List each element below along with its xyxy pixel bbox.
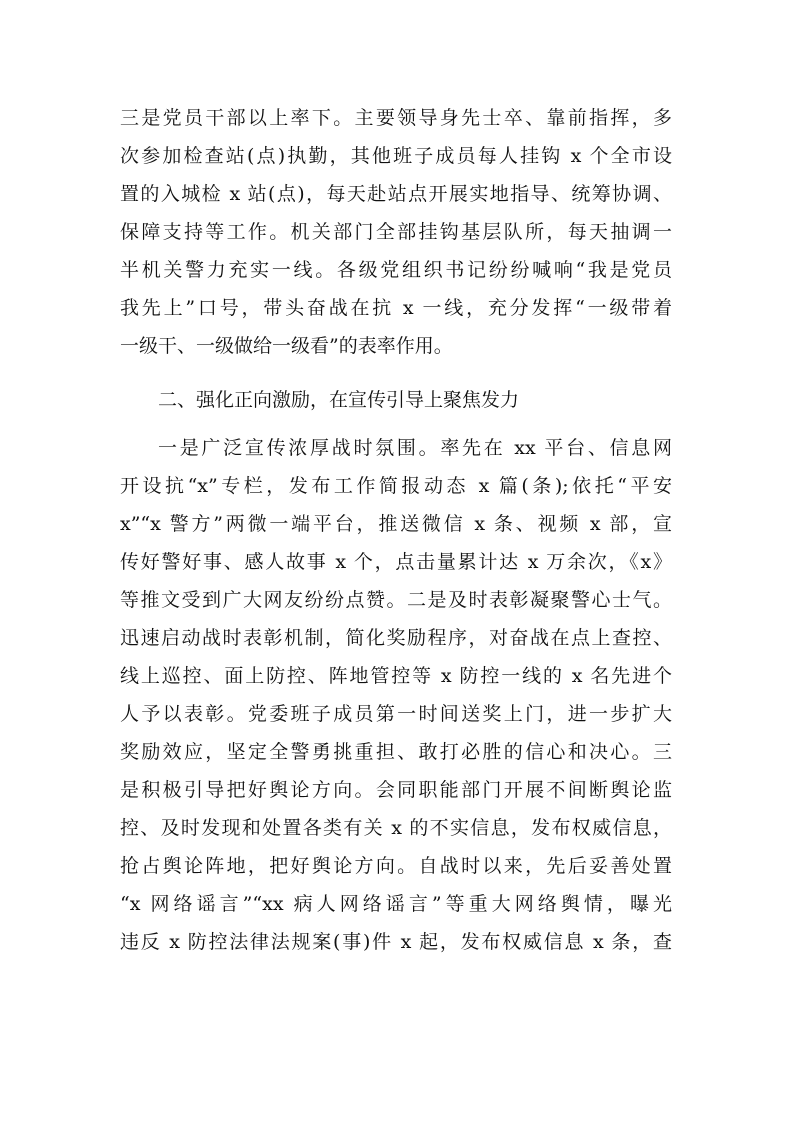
text-line: 我先上”口号，带头奋战在抗 x 一线，充分发挥“一级带着	[120, 297, 672, 319]
text-line: x”“x 警方”两微一端平台，推送微信 x 条、视频 x 部，宣	[120, 513, 672, 535]
text-line: 三是党员干部以上率下。主要领导身先士卒、靠前指挥，多	[120, 107, 672, 129]
text-line: 保障支持等工作。机关部门全部挂钩基层队所，每天抽调一	[120, 221, 672, 243]
text-line: 开设抗“x”专栏，发布工作简报动态 x 篇(条);依托“平安	[120, 475, 672, 497]
text-line: 抢占舆论阵地，把好舆论方向。自战时以来，先后妥善处置	[120, 855, 672, 877]
text-line: 传好警好事、感人故事 x 个，点击量累计达 x 万余次，《x》	[120, 551, 672, 573]
text-line: 次参加检查站(点)执勤，其他班子成员每人挂钩 x 个全市设	[120, 145, 672, 167]
text-line: 线上巡控、面上防控、阵地管控等 x 防控一线的 x 名先进个	[120, 665, 672, 687]
text-line: 违反 x 防控法律法规案(事)件 x 起，发布权威信息 x 条，查	[120, 931, 672, 953]
text-line: 等推文受到广大网友纷纷点赞。二是及时表彰凝聚警心士气。	[120, 589, 672, 611]
text-line: “x 网络谣言”“xx 病人网络谣言”等重大网络舆情，曝光	[120, 893, 672, 915]
text-line: 半机关警力充实一线。各级党组织书记纷纷喊响“我是党员	[120, 259, 672, 281]
text-line: 迅速启动战时表彰机制，简化奖励程序，对奋战在点上查控、	[120, 627, 672, 649]
text-line: 一级干、一级做给一级看”的表率作用。	[120, 335, 453, 357]
section-heading: 二、强化正向激励，在宣传引导上聚焦发力	[158, 389, 520, 411]
text-line: 置的入城检 x 站(点)，每天赴站点开展实地指导、统筹协调、	[120, 183, 672, 205]
text-line: 是积极引导把好舆论方向。会同职能部门开展不间断舆论监	[120, 779, 672, 801]
text-line: 人予以表彰。党委班子成员第一时间送奖上门，进一步扩大	[120, 703, 672, 725]
text-line: 奖励效应，坚定全警勇挑重担、敢打必胜的信心和决心。三	[120, 741, 672, 763]
text-line: 一是广泛宣传浓厚战时氛围。率先在 xx 平台、信息网	[158, 437, 672, 459]
text-line: 控、及时发现和处置各类有关 x 的不实信息，发布权威信息，	[120, 817, 672, 839]
